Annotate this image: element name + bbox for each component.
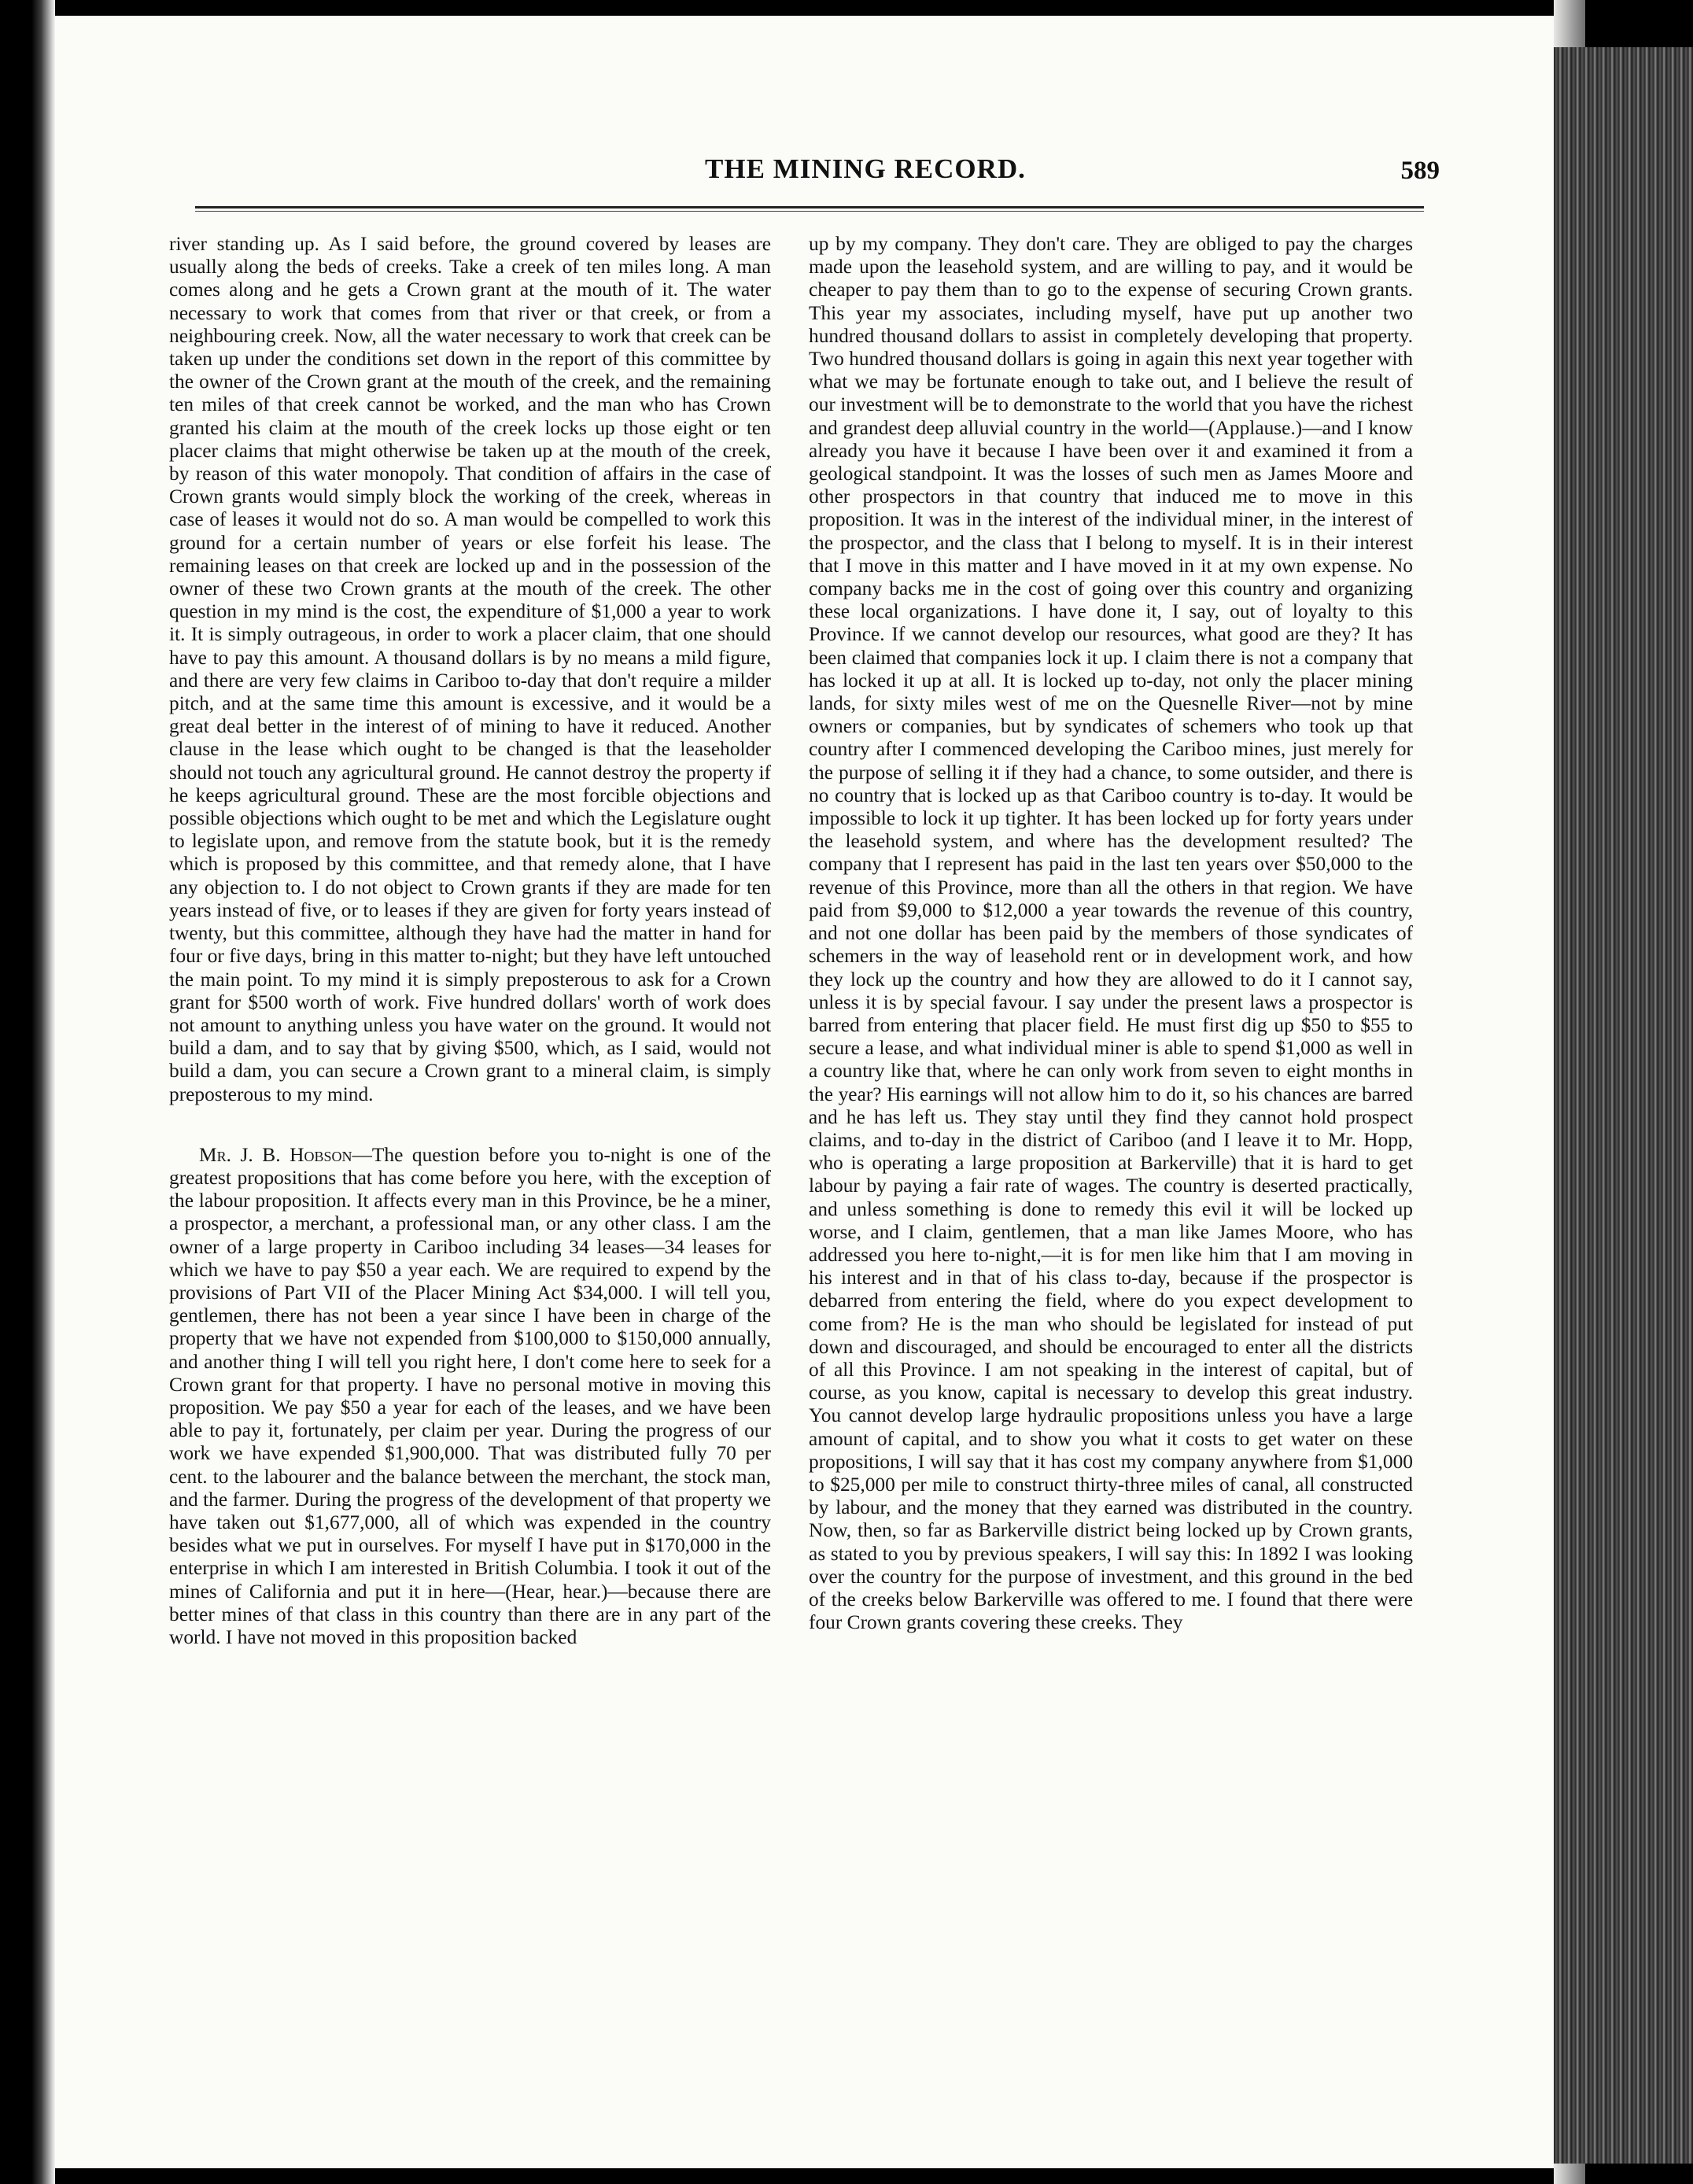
page-number: 589 xyxy=(1400,157,1440,185)
right-column xyxy=(809,233,1413,1634)
book-page-edges xyxy=(1554,47,1693,2164)
speaker-name: Mr. J. B. Hobson xyxy=(199,1143,352,1166)
speech-text: —The question before you to-night is one of the greatest propositions that has come before you here, with the exception of the labour proposition. It affects every man in this Province, be he a miner, a prospector, a merchant, a professional man, or any other class. I am the owner of a large property in Cariboo including 34 leases—34 leases for which we have to pay $50 a year each. We are required to expend by the provisions of Part VII of the Placer Mining Act $34,000. I will tell you, gentlemen, there has not been a year since I have been in charge of the property that we have not expended from $100,000 to $150,000 annually, and another thing I will tell you right here, I don't come here to seek for a Crown grant for that property. I have no personal motive in moving this proposition. We pay $50 a year for each of the leases, and we have been able to pay it, fortunately, per claim per year. During the progress of our work we have expended $1,900,000. That was distributed fully 70 per cent. to the labourer and the balance between the merchant, the stock man, and the farmer. During the progress of the development of that property we have taken out $1,677,000, all of which was expended in the country besides what we put in ourselves. For myself I have put in $170,000 in the enterprise in which I am interested in British Columbia. I took it out of the mines of California and put it in here—(Hear, hear.)—because there are better mines of that class in this country than there are in any part of the world. I have not moved in this proposition backed xyxy=(169,1143,771,1648)
left-column xyxy=(169,233,771,1649)
left-paragraph-1: river standing up. As I said before, the ground covered by leases are usually along the beds of creeks. Take a creek of ten miles long. A man comes along and he gets a Crown grant at the mouth of it. The water necessary to work that comes from that river or that creek, or from a neighbouring creek. Now, all the water necessary to work that creek can be taken up under the conditions set down in the report of this committee by the owner of the Crown grant at the mouth of the creek, and the remaining ten miles of that creek cannot be worked, and the man who has Crown granted his claim at the mouth of the creek locks up those eight or ten placer claims that might otherwise be taken up at the mouth of the creek, by reason of this water monopoly. That condition of affairs in the case of Crown grants would simply block the working of the creek, whereas in case of leases it would not do so. A man would be compelled to work this ground for a certain number of years or else forfeit his lease. The remaining leases on that creek are locked up and in the possession of the owner of these two Crown grants at the mouth of the creek. The other question in my mind is the cost, the expenditure of $1,000 a year to work it. It is simply outrageous, in order to work a placer claim, that one should have to pay this amount. A thousand dollars is by no means a mild figure, and there are very few claims in Cariboo to-day that don't require a milder pitch, and at the same time this amount is excessive, and it would be a great deal better in the interest of of mining to have it reduced. Another clause in the lease which ought to be changed is that the leaseholder should not touch any agricultural ground. He cannot destroy the property if he keeps agricultural ground. These are the most forcible objections and possible objections which ought to be met and which the Legislature ought to legislate upon, and remove from the statute book, but it is the remedy which is proposed by this committee, and that remedy alone, that I have any objection to. I do not object to Crown grants if they are made for ten years instead of five, or to leases if they are given for forty years instead of twenty, but this committee, although they have had the matter in hand for four or five days, bring in this matter to-night; but they have left untouched the main point. To my mind it is simply preposterous to ask for a Crown grant for $500 worth of work. Five hundred dollars' worth of work does not amount to anything unless you have water on the ground. It would not build a dam, and to say that by giving $500, which, as I said, would not build a dam, you can secure a Crown grant to a mineral claim, is simply preposterous to my mind. xyxy=(169,233,771,1105)
right-paragraph-1: up by my company. They don't care. They are obliged to pay the charges made upon the leasehold system, and are willing to pay, and it would be cheaper to pay them than to go to the expense of securing Crown grants. This year my associates, including myself, have put up another two hundred thousand dollars to assist in completely developing that property. Two hundred thousand dollars is going in again this next year together with what we may be fortunate enough to take out, and I believe the result of our investment will be to demonstrate to the world that you have the richest and grandest deep alluvial country in the world—(Applause.)—and I know already you have it because I have been over it and examined it from a geological standpoint. It was the losses of such men as James Moore and other prospectors in that country that induced me to move in this proposition. It was in the interest of the individual miner, in the interest of the prospector, and the class that I belong to myself. It is in their interest that I move in this matter and I have moved in it at my own expense. No company backs me in the cost of going over this country and organizing these local organizations. I have done it, I say, out of loyalty to this Province. If we cannot develop our resources, what good are they? It has been claimed that companies lock it up. I claim there is not a company that has locked it up at all. It is locked up to-day, not only the placer mining lands, for sixty miles west of me on the Quesnelle River—not by mine owners or companies, but by syndicates of schemers who took up that country after I commenced developing the Cariboo mines, just merely for the purpose of selling it if they had a chance, to some outsider, and there is no country that is locked up as that Cariboo country is to-day. It would be impossible to lock it up tighter. It has been locked up for forty years under the leasehold system, and where has the development resulted? The company that I represent has paid in the last ten years over $50,000 to the revenue of this Province, more than all the others in that region. We have paid from $9,000 to $12,000 a year towards the revenue of this country, and not one dollar has been paid by the members of those syndicates of schemers in the way of leasehold rent or in development work, and how they lock up the country and how they are allowed to do it I cannot say, unless it is by special favour. I say under the present laws a prospector is barred from entering that placer field. He must first dig up $50 to $55 to secure a lease, and what individual miner is able to spend $1,000 as well in a country like that, where he can only work from seven to eight months in the year? His earnings will not allow him to do it, so his chances are barred and he has left us. They stay until they find they cannot hold prospect claims, and to-day in the district of Cariboo (and I leave it to Mr. Hopp, who is operating a large proposition at Barkerville) that it is hard to get labour by paying a fair rate of wages. The country is deserted practically, and unless something is done to remedy this evil it will be locked up worse, and I claim, gentlemen, that a man like James Moore, who has addressed you here to-night,—it is for men like him that I am moving in his interest and in that of his class to-day, because if the prospector is debarred from entering the field, where do you expect development to come from? He is the man who should be legislated for instead of put down and discouraged, and should be encouraged to enter all the districts of all this Province. I am not speaking in the interest of capital, but of course, as you know, capital is necessary to develop this great industry. You cannot develop large hydraulic propositions unless you have a large amount of capital, and to show you what it costs to get water on these propositions, I will say that it has cost my company anywhere from $1,000 to $25,000 per mile to construct thirty-three miles of canal, all constructed by labour, and the money that they earned was distributed in the country. Now, then, so far as Barkerville district being locked up by Crown grants, as stated to you by previous speakers, I will say this: In 1892 I was looking over the country for the purpose of investment, and this ground in the bed of the creeks below Barkerville was offered to me. I found that there were four Crown grants covering these creeks. They xyxy=(809,233,1413,1634)
journal-title: THE MINING RECORD. xyxy=(705,153,1026,184)
left-paragraph-2 xyxy=(169,1144,771,1649)
header-rule xyxy=(195,206,1424,212)
scan-left-margin xyxy=(0,0,55,2184)
running-head xyxy=(142,153,1440,201)
